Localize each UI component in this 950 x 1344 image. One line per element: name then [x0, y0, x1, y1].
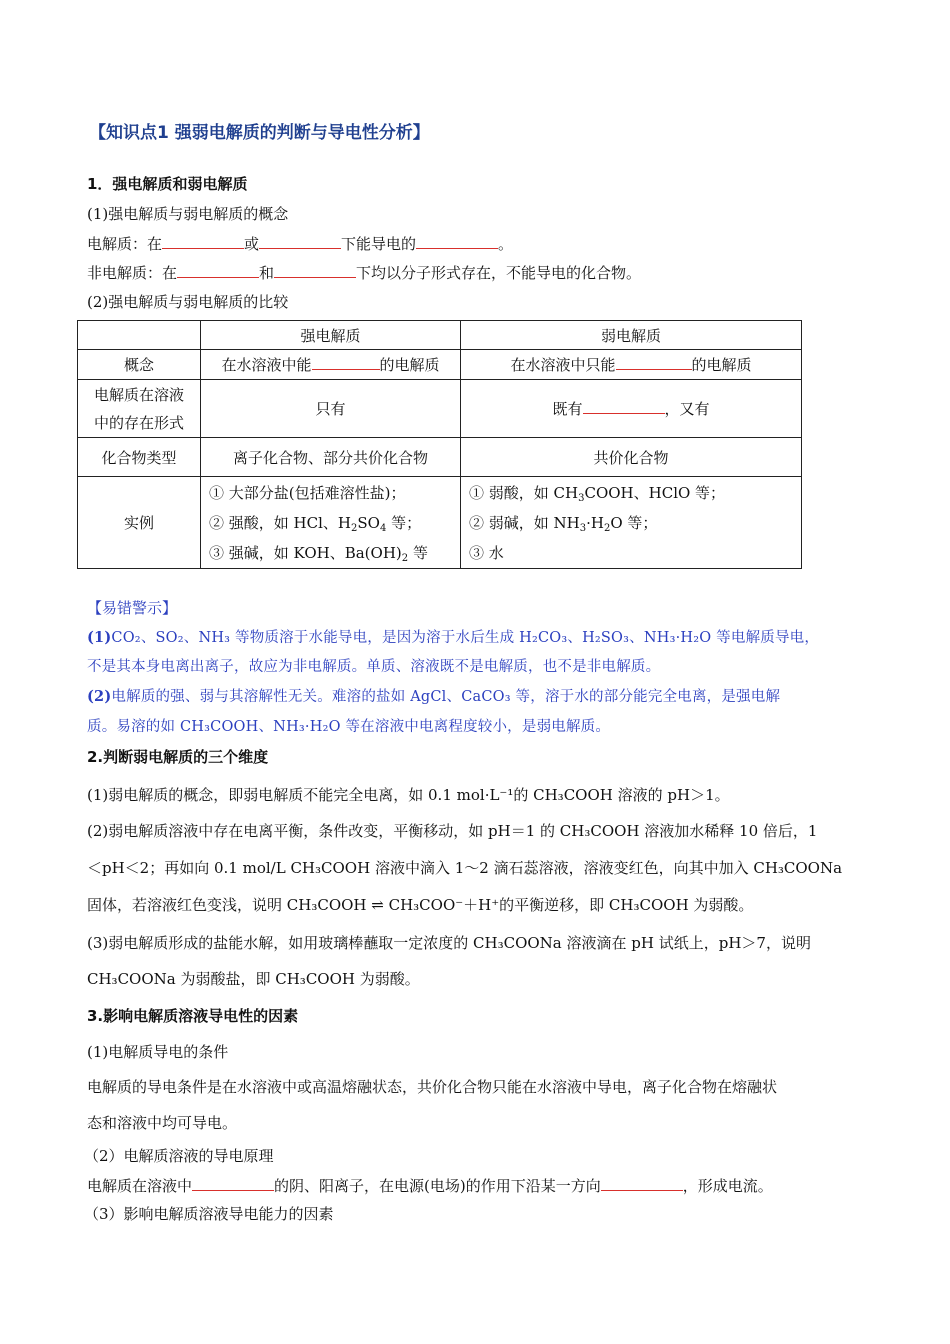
- table-corner-cell: [78, 321, 201, 350]
- fill-blank[interactable]: [601, 1176, 683, 1191]
- strong-concept-cell: 在水溶液中能 的电解质: [201, 350, 461, 380]
- fill-blank[interactable]: [274, 263, 356, 278]
- s2-para-1: (1)弱电解质的概念，即弱电解质不能完全电离，如 0.1 mol·L⁻¹的 CH₃COOH 溶液的 pH＞1。: [87, 786, 730, 804]
- subsection-1-1: (1)强电解质与弱电解质的概念: [87, 205, 289, 223]
- warning-para-1-line-1: (1)CO₂、SO₂、NH₃ 等物质溶于水能导电，是因为溶于水后生成 H₂CO₃、H₂SO₃、NH₃·H₂O 等电解质导电，: [87, 629, 820, 646]
- fill-blank[interactable]: [162, 234, 244, 249]
- row-label-example: 实例: [78, 477, 201, 569]
- fill-blank[interactable]: [192, 1176, 274, 1191]
- subsection-3-2: （2）电解质溶液的导电原理: [84, 1147, 274, 1165]
- row-label-form: 电解质在溶液 中的存在形式: [78, 380, 201, 438]
- s3-para-1-line-1: 电解质的导电条件是在水溶液中或高温熔融状态，共价化合物只能在水溶液中导电，离子化合物在熔融状: [87, 1078, 778, 1096]
- strong-example-cell: ① 大部分盐(包括难溶性盐)； ② 强酸，如 HCl、$H_2SO_4$ 等； ③ 强碱，如 KOH、$Ba(OH)_2$ 等: [201, 477, 461, 569]
- section-2-title: 2.判断弱电解质的三个维度: [87, 748, 269, 766]
- s3-para-2: 电解质在溶液中 的阴、阳离子，在电源(电场)的作用下沿某一方向 ，形成电流。: [87, 1177, 773, 1195]
- fill-blank[interactable]: [583, 399, 665, 414]
- warning-title: 【易错警示】: [87, 599, 178, 617]
- row-label-concept: 概念: [78, 350, 201, 380]
- s2-para-2-line-1: (2)弱电解质溶液中存在电离平衡，条件改变，平衡移动，如 pH＝1 的 CH₃COOH 溶液加水稀释 10 倍后，1: [87, 822, 818, 840]
- weak-concept-cell: 在水溶液中只能 的电解质: [461, 350, 802, 380]
- strong-form-cell: 只有: [201, 380, 461, 438]
- s2-para-3-line-2: CH₃COONa 为弱酸盐，即 CH₃COOH 为弱酸。: [87, 970, 420, 988]
- section-3-title: 3.影响电解质溶液导电性的因素: [87, 1007, 299, 1025]
- subsection-1-2: (2)强电解质与弱电解质的比较: [87, 293, 289, 311]
- row-label-type: 化合物类型: [78, 438, 201, 477]
- weak-example-cell: ① 弱酸，如 $CH_3COOH$、HClO 等； ② 弱碱，如 $NH_3\cdot H_2O$ 等； ③ 水: [461, 477, 802, 569]
- fill-blank[interactable]: [177, 263, 259, 278]
- weak-type-cell: 共价化合物: [461, 438, 802, 477]
- subsection-3-1: (1)电解质导电的条件: [87, 1043, 229, 1061]
- s3-para-1-line-2: 态和溶液中均可导电。: [87, 1114, 238, 1132]
- table-header-weak: 弱电解质: [461, 321, 802, 350]
- weak-form-cell: 既有 ，又有: [461, 380, 802, 438]
- warning-para-2-line-2: 质。易溶的如 CH₃COOH、NH₃·H₂O 等在溶液中电离程度较小，是弱电解质。: [87, 719, 611, 735]
- s2-para-3-line-1: (3)弱电解质形成的盐能水解，如用玻璃棒蘸取一定浓度的 CH₃COONa 溶液滴在 pH 试纸上，pH＞7，说明: [87, 934, 811, 952]
- warning-para-1-line-2: 不是其本身电离出离子，故应为非电解质。单质、溶液既不是电解质，也不是非电解质。: [87, 659, 661, 675]
- section-heading: 【知识点1 强弱电解质的判断与导电性分析】: [89, 123, 430, 143]
- fill-blank[interactable]: [312, 355, 380, 370]
- strong-type-cell: 离子化合物、部分共价化合物: [201, 438, 461, 477]
- s2-para-2-line-3: 固体，若溶液红色变浅，说明 CH₃COOH ⇌ CH₃COO⁻＋H⁺的平衡逆移，即 CH₃COOH 为弱酸。: [87, 896, 754, 914]
- s2-para-2-line-2: ＜pH＜2；再如向 0.1 mol/L CH₃COOH 溶液中滴入 1～2 滴石蕊溶液，溶液变红色，向其中加入 CH₃COONa: [87, 859, 843, 877]
- warning-para-2-line-1: (2)电解质的强、弱与其溶解性无关。难溶的盐如 AgCl、CaCO₃ 等，溶于水的部分能完全电离，是强电解: [87, 688, 781, 705]
- nonelectrolyte-definition: 非电解质：在 和 下均以分子形式存在，不能导电的化合物。: [87, 264, 642, 282]
- electrolyte-definition: 电解质：在 或 下能导电的 。: [87, 235, 514, 253]
- section-1-title: 1．强电解质和弱电解质: [87, 175, 248, 193]
- fill-blank[interactable]: [259, 234, 341, 249]
- fill-blank[interactable]: [616, 355, 692, 370]
- fill-blank[interactable]: [416, 234, 498, 249]
- comparison-table: [77, 320, 802, 569]
- subsection-3-3: （3）影响电解质溶液导电能力的因素: [84, 1205, 334, 1223]
- table-header-strong: 强电解质: [201, 321, 461, 350]
